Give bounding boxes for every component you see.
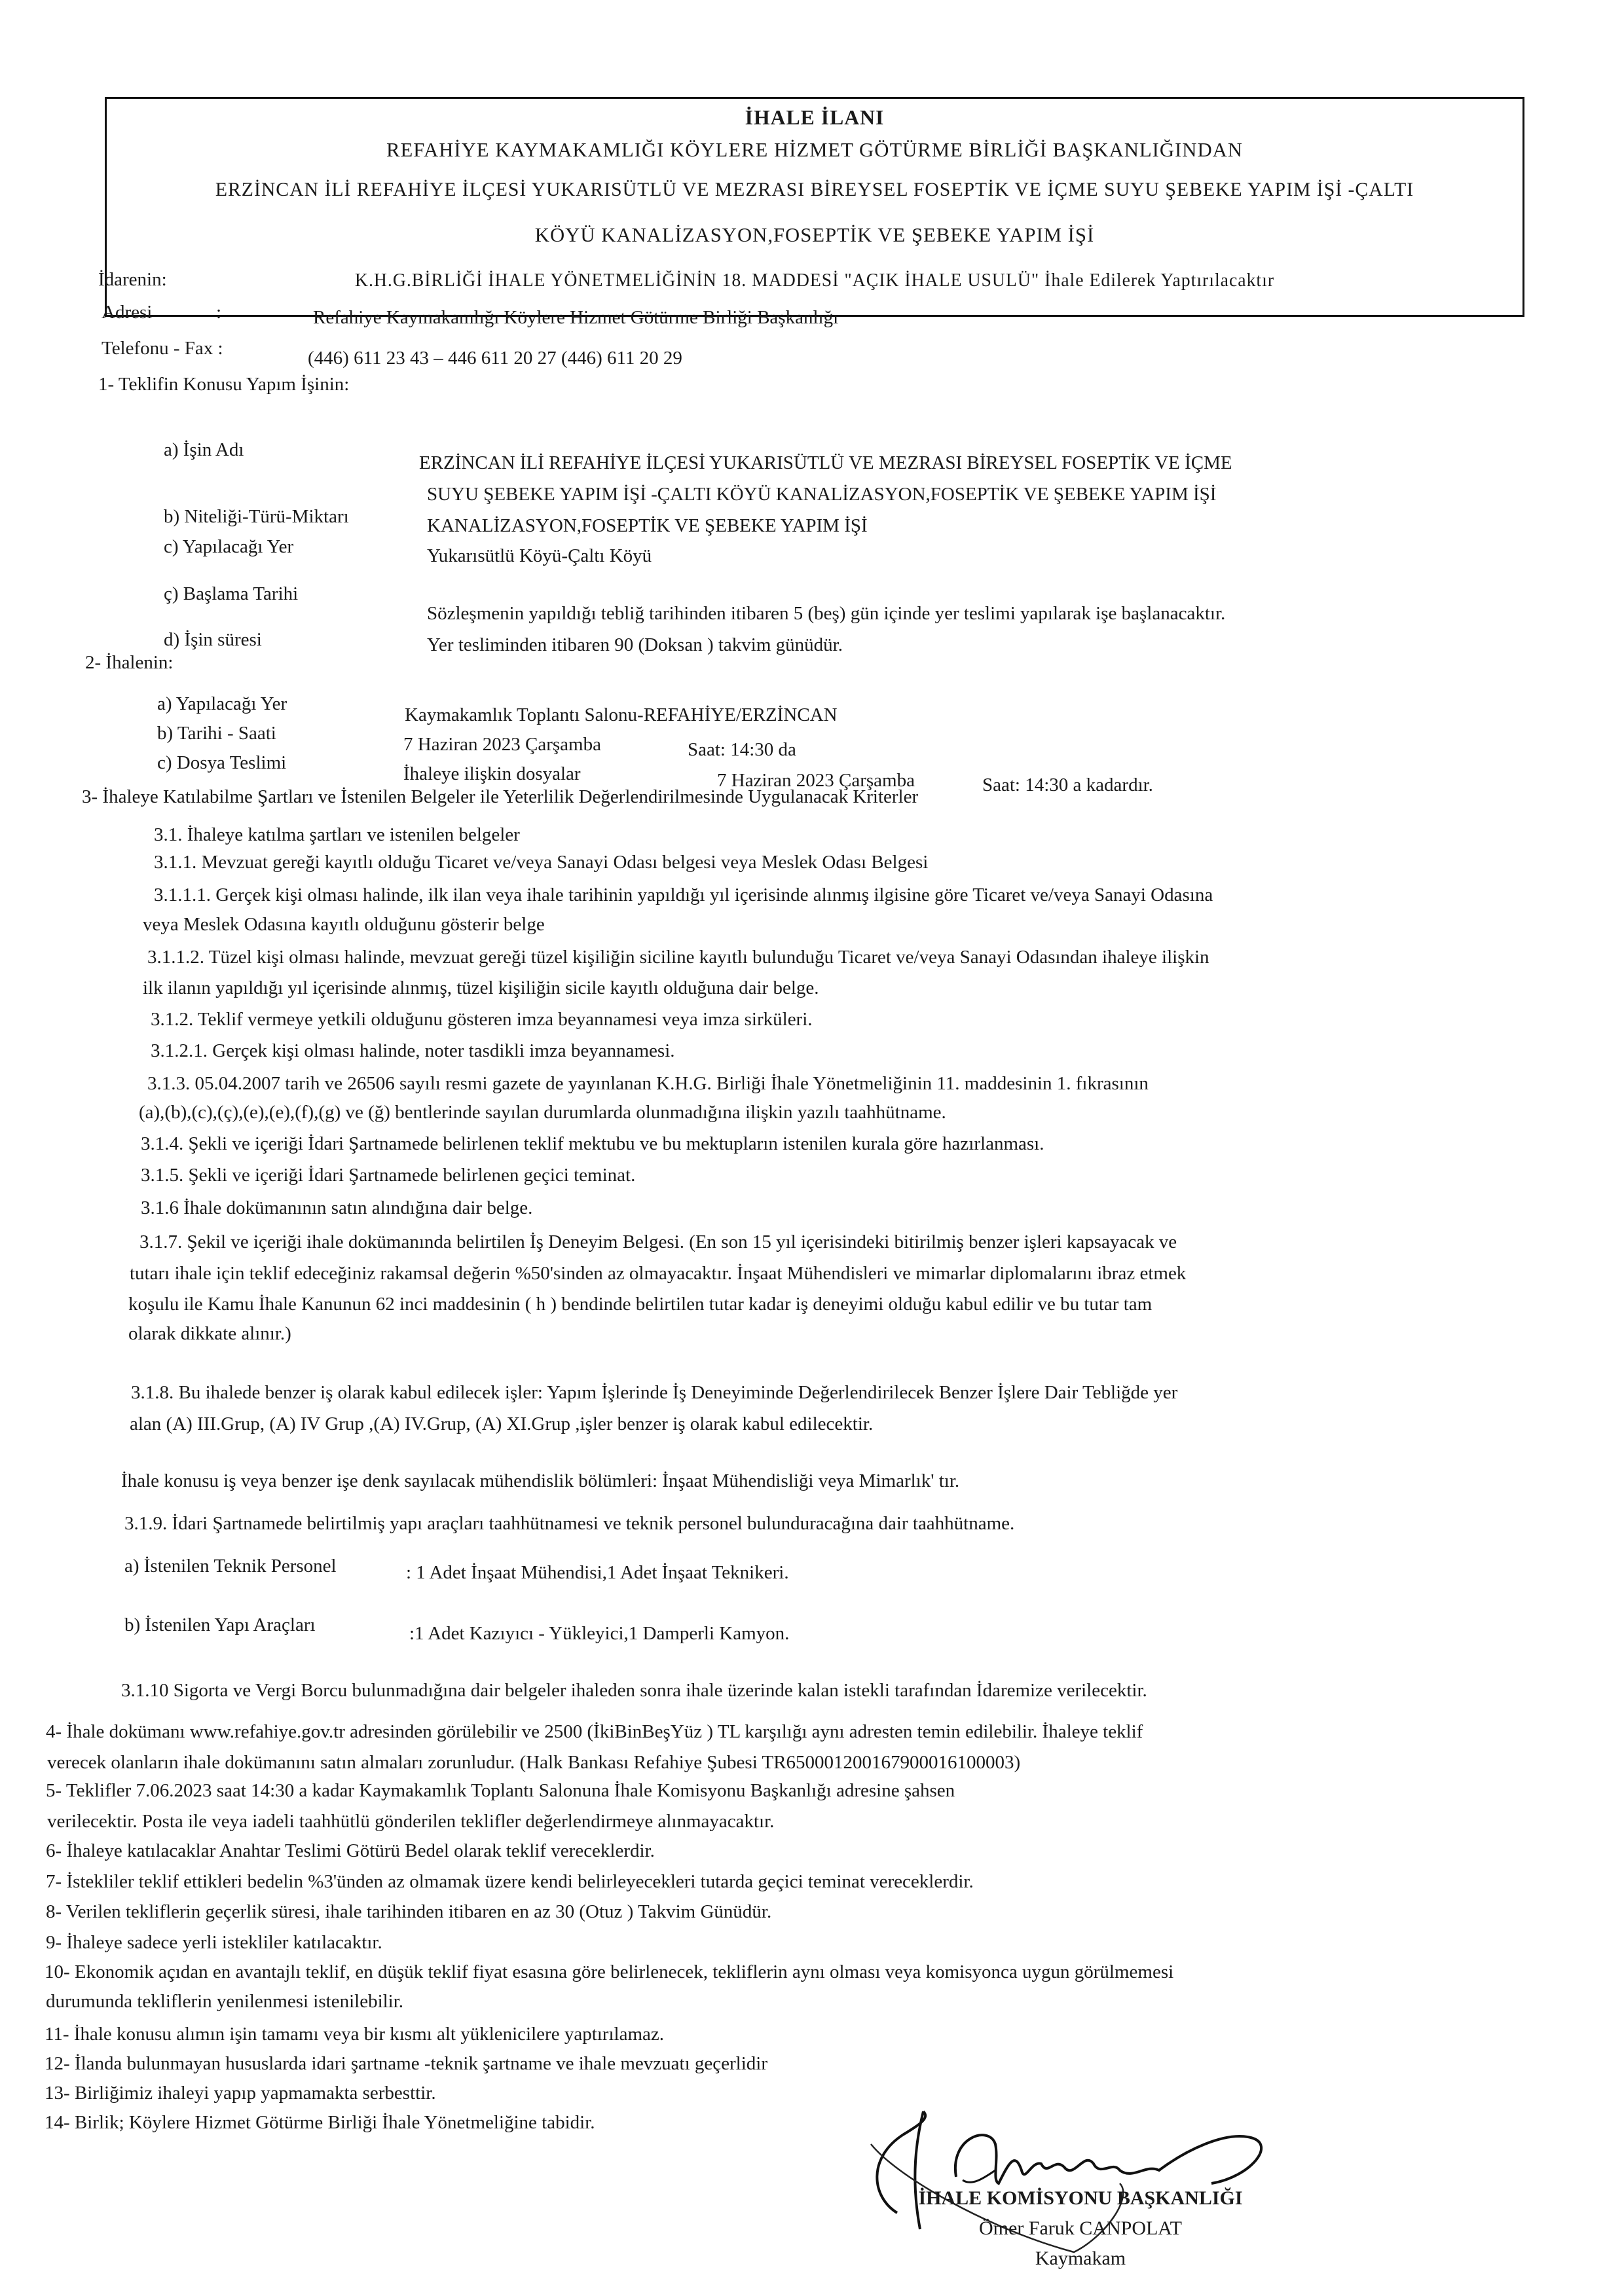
s3-line-13: 3.1.6 İhale dokümanının satın alındığına dair belge. [141, 1197, 533, 1218]
phone-value: (446) 611 23 43 – 446 611 20 27 (446) 611 20 29 [308, 348, 682, 369]
s3-line-11: 3.1.4. Şekli ve içeriği İdari Şartnamede belirlenen teklif mektubu ve bu mektupların istenilen kurala göre hazırlanması. [141, 1133, 1044, 1154]
item-4-line-2: verecek olanların ihale dokümanını satın almaları zorunludur. (Halk Bankası Refahiye Şubesi TR650001200167900016100003) [47, 1752, 1021, 1773]
duration-value: Yer tesliminden itibaren 90 (Doksan ) takvim günüdür. [427, 634, 843, 655]
technical-staff-value: : 1 Adet İnşaat Mühendisi,1 Adet İnşaat Teknikeri. [406, 1562, 789, 1583]
tender-date-value: 7 Haziran 2023 Çarşamba [403, 734, 601, 755]
start-date-label: ç) Başlama Tarihi [164, 583, 299, 604]
tender-time-value: Saat: 14:30 da [688, 739, 796, 760]
signature-name: Ömer Faruk CANPOLAT [979, 2217, 1182, 2239]
location-label: c) Yapılacağı Yer [164, 536, 294, 557]
work-name-line-2: SUYU ŞEBEKE YAPIM İŞİ -ÇALTI KÖYÜ KANALİZASYON,FOSEPTİK VE ŞEBEKE YAPIM İŞİ [427, 484, 1217, 505]
technical-staff-label: a) İstenilen Teknik Personel [124, 1556, 337, 1576]
file-delivery-value: İhaleye ilişkin dosyalar [403, 763, 581, 784]
s3-line-19: alan (A) III.Grup, (A) IV Grup ,(A) IV.Grup, (A) XI.Grup ,işler benzer iş olarak kabul edilecektir. [130, 1413, 874, 1434]
section1-heading: 1- Teklifin Konusu Yapım İşinin: [98, 374, 350, 395]
type-label: b) Niteliği-Türü-Miktarı [164, 506, 349, 527]
start-date-value: Sözleşmenin yapıldığı tebliğ tarihinden itibaren 5 (beş) gün içinde yer teslimi yapılarak işe başlanacaktır. [427, 603, 1226, 624]
work-name-label: a) İşin Adı [164, 439, 244, 460]
signature-block [877, 2183, 1283, 2274]
s3-line-8: 3.1.2.1. Gerçek kişi olması halinde, noter tasdikli imza beyannamesi. [151, 1040, 675, 1061]
s3-line-15: tutarı ihale için teklif edeceğiniz rakamsal değerin %50'sinden az olmayacaktır. İnşaat Mühendisleri ve mimarlar diplomalarını ibraz etmek [130, 1263, 1187, 1284]
s3-line-6: ilk ilanın yapıldığı yıl içerisinde alınmış, tüzel kişiliğin sicile kayıtlı olduğuna dair belge. [143, 977, 819, 998]
s3-line-10: (a),(b),(c),(ç),(e),(e),(f),(g) ve (ğ) bentlerinde sayılan durumlarda olunmadığına ilişkin yazılı taahhütname. [139, 1102, 946, 1123]
idare-label: İdarenin: [98, 269, 167, 290]
duration-label: d) İşin süresi [164, 629, 262, 650]
header-line-1: REFAHİYE KAYMAKAMLIĞI KÖYLERE HİZMET GÖTÜRME BİRLİĞİ BAŞKANLIĞINDAN [386, 138, 1243, 161]
equipment-value: :1 Adet Kazıyıcı - Yükleyici,1 Damperli Kamyon. [409, 1623, 790, 1644]
s3-line-3: 3.1.1.1. Gerçek kişi olması halinde, ilk ilan veya ihale tarihinin yapıldığı yıl içerisinde alınmış ilgisine göre Ticaret ve/veya Sanayi Odasına [154, 884, 1213, 905]
phone-label: Telefonu - Fax : [101, 338, 223, 359]
s3-line-16: koşulu ile Kamu İhale Kanunun 62 inci maddesinin ( h ) bendinde belirtilen tutar kadar iş deneyimi olduğu kabul edilir ve bu tutar tam [128, 1294, 1153, 1315]
tender-date-label: b) Tarihi - Saati [157, 723, 276, 744]
s3-line-9: 3.1.3. 05.04.2007 tarih ve 26506 sayılı resmi gazete de yayınlanan K.H.G. Birliği İhale Yönetmeliğinin 11. maddesinin 1. fıkrasının [147, 1073, 1149, 1094]
item-4-line-1: 4- İhale dokümanı www.refahiye.gov.tr adresinden görülebilir ve 2500 (İkiBinBeşYüz ) TL karşılığı aynı adresten temin edilebilir. İhaleye teklif [46, 1721, 1143, 1742]
item-5-line-2: verilecektir. Posta ile veya iadeli taahhütlü gönderilen teklifler değerlendirmeye alınmayacaktır. [47, 1811, 775, 1832]
address-sep: : [216, 302, 222, 323]
file-delivery-label: c) Dosya Teslimi [157, 752, 287, 773]
item-10-line-2: durumunda tekliflerin yenilenmesi istenilebilir. [46, 1991, 404, 2012]
s3-line-5: 3.1.1.2. Tüzel kişi olması halinde, mevzuat gereği tüzel kişiliğin siciline kayıtlı bulunduğu Ticaret ve/veya Sanayi Odasından ihaleye ilişkin [147, 947, 1209, 968]
s3-line-12: 3.1.5. Şekli ve içeriği İdari Şartnamede belirlenen geçici teminat. [141, 1165, 636, 1186]
header-line-4: K.H.G.BİRLİĞİ İHALE YÖNETMELİĞİNİN 18. MADDESİ "AÇIK İHALE USULÜ" İhale Edilerek Yaptırılacaktır [354, 270, 1275, 291]
header-box [105, 97, 1524, 317]
item-9: 9- İhaleye sadece yerli istekliler katılacaktır. [46, 1932, 382, 1953]
location-value: Yukarısütlü Köyü-Çaltı Köyü [427, 545, 652, 566]
file-delivery-time: Saat: 14:30 a kadardır. [982, 774, 1153, 795]
item-14: 14- Birlik; Köylere Hizmet Götürme Birliği İhale Yönetmeliğine tabidir. [45, 2112, 595, 2133]
s3-line-18: 3.1.8. Bu ihalede benzer iş olarak kabul edilecek işler: Yapım İşlerinde İş Deneyiminde Değerlendirilecek Benzer İşlere Dair Tebliğde yer [131, 1382, 1178, 1403]
s3-line-2: 3.1.1. Mevzuat gereği kayıtlı olduğu Ticaret ve/veya Sanayi Odası belgesi veya Meslek Odası Belgesi [154, 852, 929, 873]
announcement-title: İHALE İLANI [745, 105, 885, 129]
s3-line-1: 3.1. İhaleye katılma şartları ve istenilen belgeler [154, 824, 520, 845]
tender-place-value: Kaymakamlık Toplantı Salonu-REFAHİYE/ERZİNCAN [405, 704, 838, 725]
address-label: Adresi [101, 302, 153, 323]
s3-line-14: 3.1.7. Şekil ve içeriği ihale dokümanında belirtilen İş Deneyim Belgesi. (En son 15 yıl içerisindeki bitirilmiş benzer işleri kapsayacak ve [139, 1231, 1177, 1252]
file-delivery-date: 7 Haziran 2023 Çarşamba [717, 770, 915, 791]
s3-line-21: 3.1.9. İdari Şartnamede belirtilmiş yapı araçları taahhütnamesi ve teknik personel bulunduracağına dair taahhütname. [124, 1513, 1015, 1534]
s3-line-4: veya Meslek Odasına kayıtlı olduğunu gösterir belge [143, 914, 545, 935]
s3-line-7: 3.1.2. Teklif vermeye yetkili olduğunu gösteren imza beyannamesi veya imza sirküleri. [151, 1009, 813, 1030]
item-6: 6- İhaleye katılacaklar Anahtar Teslimi Götürü Bedel olarak teklif vereceklerdir. [46, 1840, 655, 1861]
address-value: Refahiye Kaymakamlığı Köylere Hizmet Götürme Birliği Başkanlığı [313, 307, 839, 328]
item-7: 7- İstekliler teklif ettikleri bedelin %3'ünden az olmamak üzere kendi belirleyecekleri tutarda geçici teminat vereceklerdir. [46, 1871, 974, 1892]
equipment-label: b) İstenilen Yapı Araçları [124, 1614, 316, 1635]
work-name-line-1: ERZİNCAN İLİ REFAHİYE İLÇESİ YUKARISÜTLÜ VE MEZRASI BİREYSEL FOSEPTİK VE İÇME [419, 452, 1232, 473]
s3-line-17: olarak dikkate alınır.) [128, 1323, 291, 1344]
section2-heading: 2- İhalenin: [85, 652, 174, 673]
s3-line-20: İhale konusu iş veya benzer işe denk sayılacak mühendislik bölümleri: İnşaat Mühendisliği veya Mimarlık' tır. [121, 1470, 960, 1491]
type-value: KANALİZASYON,FOSEPTİK VE ŞEBEKE YAPIM İŞİ [427, 515, 868, 536]
header-line-2: ERZİNCAN İLİ REFAHİYE İLÇESİ YUKARISÜTLÜ VE MEZRASI BİREYSEL FOSEPTİK VE İÇME SUYU ŞEBEKE YAPIM İŞİ -ÇALTI [215, 179, 1414, 200]
signature-title: İHALE KOMİSYONU BAŞKANLIĞI [918, 2187, 1243, 2209]
item-12: 12- İlanda bulunmayan hususlarda idari şartname -teknik şartname ve ihale mevzuatı geçerlidir [45, 2053, 767, 2074]
item-11: 11- İhale konusu alımın işin tamamı veya bir kısmı alt yüklenicilere yaptırılamaz. [45, 2024, 664, 2045]
tender-place-label: a) Yapılacağı Yer [157, 693, 287, 714]
item-5-line-1: 5- Teklifler 7.06.2023 saat 14:30 a kadar Kaymakamlık Toplantı Salonuna İhale Komisyonu Başkanlığı adresine şahsen [46, 1780, 955, 1801]
item-13: 13- Birliğimiz ihaleyi yapıp yapmamakta serbesttir. [45, 2083, 436, 2104]
item-8: 8- Verilen tekliflerin geçerlik süresi, ihale tarihinden itibaren en az 30 (Otuz ) Takvim Günüdür. [46, 1901, 772, 1922]
s3-line-24: 3.1.10 Sigorta ve Vergi Borcu bulunmadığına dair belgeler ihaleden sonra ihale üzerinde kalan istekli tarafından İdaremize verilecektir. [121, 1680, 1147, 1701]
item-10-line-1: 10- Ekonomik açıdan en avantajlı teklif, en düşük teklif fiyat esasına göre belirlenecek, tekliflerin aynı olması veya komisyonca uygun görülmemesi [45, 1961, 1174, 1982]
signature-role: Kaymakam [1035, 2248, 1126, 2269]
header-line-3: KÖYÜ KANALİZASYON,FOSEPTİK VE ŞEBEKE YAPIM İŞİ [534, 223, 1095, 246]
section3-heading: 3- İhaleye Katılabilme Şartları ve İstenilen Belgeler ile Yeterlilik Değerlendirilmesinde Uygulanacak Kriterler [82, 786, 919, 807]
